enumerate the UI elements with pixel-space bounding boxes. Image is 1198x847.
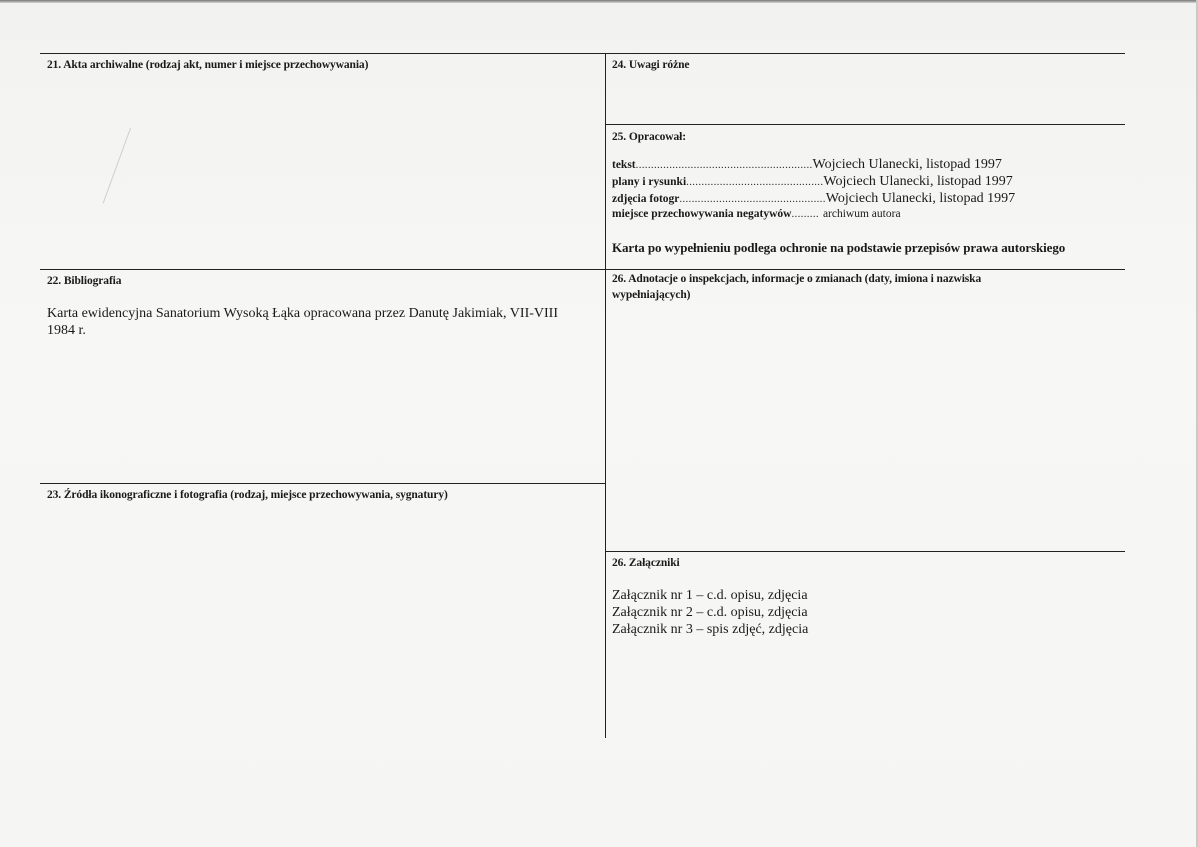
author-row-drawings	[612, 174, 1013, 190]
attachments-heading: 26. Załączniki	[612, 557, 680, 569]
row-dots: ..........................................................	[635, 159, 813, 171]
section-25-heading: 25. Opracował:	[612, 131, 686, 143]
row-dots: ................................................	[679, 193, 826, 205]
bibliography-line-1: Karta ewidencyjna Sanatorium Wysoką Łąka opracowana przez Danutę Jakimiak, VII-VIII	[47, 306, 558, 321]
row-value: Wojciech Ulanecki, listopad 1997	[823, 174, 1013, 189]
row-key: tekst	[612, 159, 636, 171]
copyright-notice: Karta po wypełnieniu podlega ochronie na podstawie przepisów prawa autorskiego	[612, 240, 1066, 255]
section-24-heading: 24. Uwagi różne	[612, 59, 690, 71]
row-dots: .............................................	[686, 176, 824, 188]
rule-21-22	[40, 269, 1125, 270]
rule-24-25	[605, 124, 1125, 125]
section-26-heading-cont: wypełniających)	[612, 289, 691, 301]
row-value: Wojciech Ulanecki, listopad 1997	[825, 191, 1016, 206]
bibliography-line-2: 1984 r.	[47, 323, 86, 338]
attachment-item: Załącznik nr 3 – spis zdjęć, zdjęcia	[612, 622, 809, 637]
section-23-heading: 23. Źródła ikonograficzne i fotografia (rodzaj, miejsce przechowywania, sygnatury)	[47, 489, 448, 501]
section-22-heading: 22. Bibliografia	[47, 275, 122, 287]
section-26-heading: 26. Adnotacje o inspekcjach, informacje o zmianach (daty, imiona i nazwiska	[612, 273, 982, 285]
top-rule	[40, 53, 1125, 54]
row-dots: .........	[791, 208, 819, 220]
author-row-negatives	[612, 208, 901, 220]
rule-26-annex	[605, 551, 1125, 552]
attachment-item: Załącznik nr 2 – c.d. opisu, zdjęcia	[612, 605, 808, 620]
row-key: zdjęcia fotogr	[612, 193, 680, 205]
attachment-item: Załącznik nr 1 – c.d. opisu, zdjęcia	[612, 588, 808, 603]
author-row-text	[612, 157, 1002, 173]
scan-top-edge	[0, 0, 1198, 3]
section-21-heading: 21. Akta archiwalne (rodzaj akt, numer i miejsce przechowywania)	[47, 59, 369, 71]
row-value: archiwum autora	[822, 208, 901, 220]
scan-scratch-mark	[103, 128, 131, 204]
row-key: miejsce przechowywania negatywów	[612, 208, 792, 220]
author-row-photos	[612, 191, 1015, 207]
rule-22-23	[40, 483, 605, 484]
row-key: plany i rysunki	[612, 176, 687, 188]
row-value: Wojciech Ulanecki, listopad 1997	[812, 157, 1002, 172]
center-divider	[605, 53, 606, 738]
